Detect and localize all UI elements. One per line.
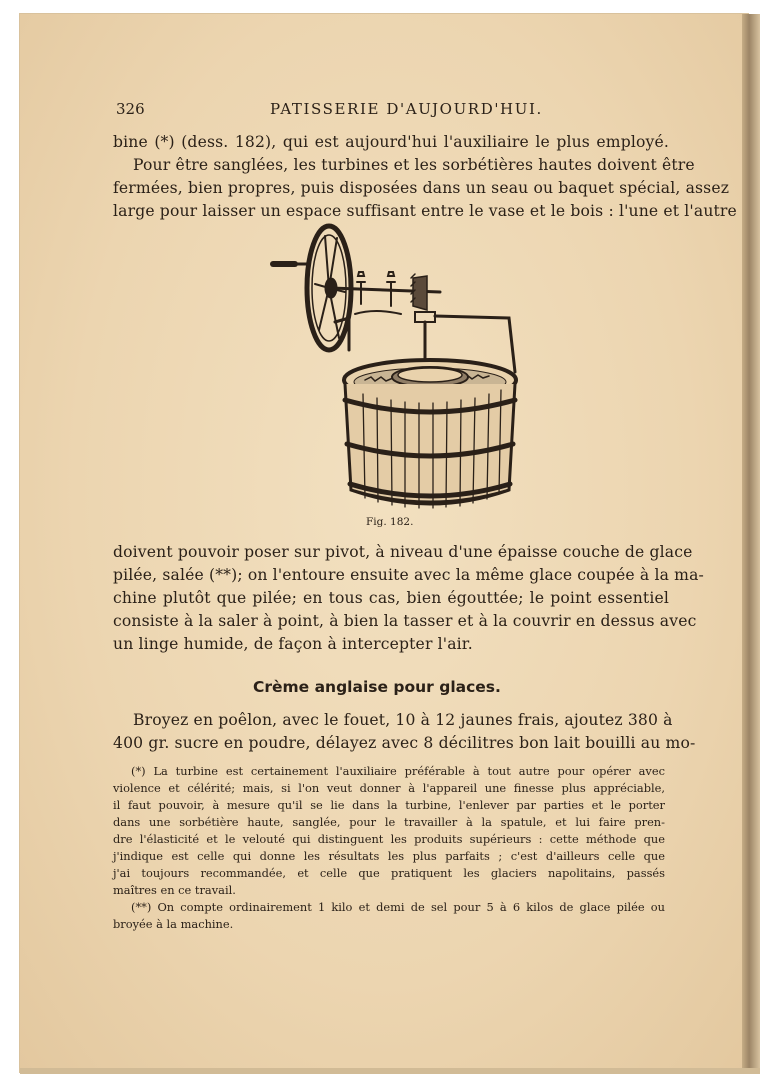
body-line: consiste à la saler à point, à bien la tasser et à la couvrir en dessus avec <box>113 612 697 630</box>
footnote-line: (*) La turbine est certainement l'auxiliaire préférable à tout autre pour opérer avec <box>131 764 665 778</box>
ice-cream-freezer-illustration <box>265 222 525 517</box>
footnote-line: dans une sorbétière haute, sanglée, pour le travailler à la spatule, et lui faire pren- <box>113 815 665 829</box>
page-number: 326 <box>116 100 145 118</box>
body-line: doivent pouvoir poser sur pivot, à niveau d'une épaisse couche de glace <box>113 543 693 561</box>
figure-caption: Fig. 182. <box>366 516 414 528</box>
page-bottom-edge <box>20 1068 760 1074</box>
footnote-line: dre l'élasticité et le velouté qui distinguent les produits supérieurs : cette méthode que <box>113 832 665 846</box>
body-line: bine (*) (dess. 182), qui est aujourd'hui l'auxiliaire le plus employé. <box>113 133 669 151</box>
footnote-line: broyée à la machine. <box>113 917 234 931</box>
running-title: PATISSERIE D'AUJOURD'HUI. <box>270 100 543 118</box>
body-line: large pour laisser un espace suffisant entre le vase et le bois : l'une et l'autre <box>113 202 737 220</box>
body-line: 400 gr. sucre en poudre, délayez avec 8 décilitres bon lait bouilli au mo- <box>113 734 696 752</box>
body-line: Broyez en poêlon, avec le fouet, 10 à 12 jaunes frais, ajoutez 380 à <box>133 711 673 729</box>
section-heading: Crème anglaise pour glaces. <box>253 678 501 696</box>
footnote-line: (**) On compte ordinairement 1 kilo et demi de sel pour 5 à 6 kilos de glace pilée ou <box>131 900 665 914</box>
body-line: chine plutôt que pilée; en tous cas, bien égouttée; le point essentiel <box>113 589 669 607</box>
footnote-line: j'ai toujours recommandée, et celle que pratiquent les glaciers napolitains, passés <box>113 866 665 880</box>
body-line: Pour être sanglées, les turbines et les sorbétières hautes doivent être <box>133 156 695 174</box>
body-line: fermées, bien propres, puis disposées dans un seau ou baquet spécial, assez <box>113 179 730 197</box>
body-line: pilée, salée (**); on l'entoure ensuite avec la même glace coupée à la ma- <box>113 566 704 584</box>
page-edge <box>742 14 760 1072</box>
footnote-line: il faut pouvoir, à mesure qu'il se lie dans la turbine, l'enlever par parties et le porter <box>113 798 665 812</box>
footnote-line: violence et célérité; mais, si l'on veut donner à l'appareil une finesse plus appréciable, <box>113 781 665 795</box>
footnote-line: maîtres en ce travail. <box>113 883 236 897</box>
body-line: un linge humide, de façon à intercepter l'air. <box>113 635 473 653</box>
footnote-line: j'indique est celle qui donne les résultats les plus parfaits ; c'est d'ailleurs celle que <box>113 849 665 863</box>
